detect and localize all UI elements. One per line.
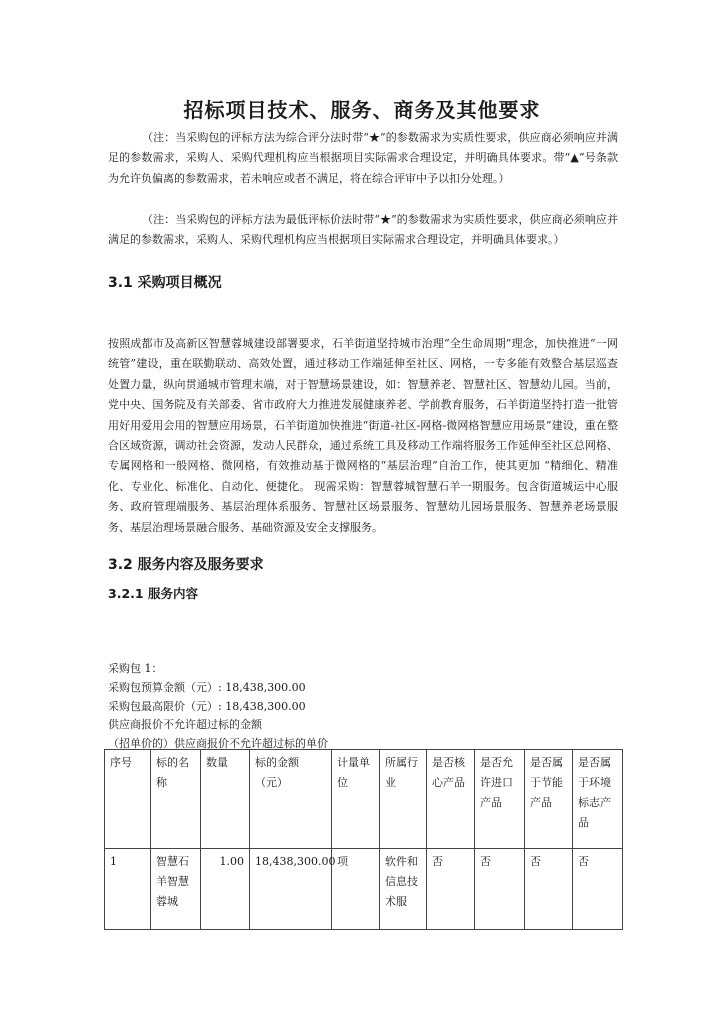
section-3-2-heading: 3.2 服务内容及服务要求 xyxy=(108,557,264,573)
table-cell: 否 xyxy=(427,849,475,930)
table-cell: 项 xyxy=(332,849,380,930)
table-cell: 否 xyxy=(525,849,573,930)
table-header-cell: 计量单位 xyxy=(332,750,380,849)
table-cell: 否 xyxy=(573,849,623,930)
page-title: 招标项目技术、服务、商务及其他要求 xyxy=(183,98,541,122)
package-label: 采购包 1： xyxy=(108,662,163,675)
table-header-cell: 是否属于环境标志产品 xyxy=(573,750,623,849)
note-comprehensive-scoring: （注：当采购包的评标方法为综合评分法时带“★”的参数需求为实质性要求，供应商必须响应并满足的参数需求，采购人、采购代理机构应当根据项目实际需求合理设定，并明确具体要求。带“▲”号条款为允许负偏离的参数需求，若未响应或者不满足，将在综合评审中予以扣分处理。） xyxy=(108,131,618,185)
table-header-row xyxy=(105,750,623,849)
table-header-cell: 是否允许进口产品 xyxy=(475,750,525,849)
table-header-cell: 是否核心产品 xyxy=(427,750,475,849)
package-max-price: 采购包最高限价（元）: 18,438,300.00 xyxy=(108,700,306,713)
section-3-2-1-heading: 3.2.1 服务内容 xyxy=(108,586,198,601)
table-header-cell: 标的金额（元） xyxy=(250,750,332,849)
table-header-cell: 标的名称 xyxy=(151,750,201,849)
procurement-items-table xyxy=(104,749,623,930)
package-note-amount: 供应商报价不允许超过标的金额 xyxy=(108,718,262,731)
table-header-cell: 序号 xyxy=(105,750,151,849)
table-cell: 1 xyxy=(105,849,151,930)
table-header-cell: 是否属于节能产品 xyxy=(525,750,573,849)
table-cell: 1.00 xyxy=(201,849,250,930)
table-cell: 软件和信息技术服 xyxy=(380,849,427,930)
table-cell: 智慧石羊智慧蓉城 xyxy=(151,849,201,930)
table-cell: 18,438,300.00 xyxy=(250,849,332,930)
table-header-cell: 所属行业 xyxy=(380,750,427,849)
package-budget: 采购包预算金额（元）: 18,438,300.00 xyxy=(108,681,306,694)
note-lowest-price: （注：当采购包的评标方法为最低评标价法时带“★”的参数需求为实质性要求，供应商必须响应并满足的参数需求，采购人、采购代理机构应当根据项目实际需求合理设定，并明确具体要求。） xyxy=(108,213,618,247)
table-row xyxy=(105,849,623,930)
section-3-1-heading: 3.1 采购项目概况 xyxy=(108,275,222,291)
table-header-cell: 数量 xyxy=(201,750,250,849)
section-3-1-body: 按照成都市及高新区智慧蓉城建设部署要求，石羊街道坚持城市治理“全生命周期”理念，加快推进“一网统管”建设，重在联勤联动、高效处置，通过移动工作端延伸至社区、网格，一专多能有效整合基层巡查处置力量，纵向贯通城市管理末端，对于智慧场景建设，如：智慧养老、智慧社区、智慧幼儿园。当前，党中央、国务院及有关部委、省市政府大力推进发展健康养老、学前教育服务，石羊街道坚持打造一批管用好用爱用会用的智慧应用场景，石羊街道加快推进“街道-社区-网格-微网格智慧应用场景”建设，重在整合区域资源，调动社会资源，发动人民群众，通过系统工具及移动工作端将服务工作延伸至社区总网格、专属网格和一般网格、微网格，有效推动基于微网格的“基层治理”自治工作，使其更加 “精细化、精准化、专业化、标准化、自动化、便捷化。 现需采购：智慧蓉城智慧石羊一期服务。包含街道城运中心服务、政府管理端服务、基层治理体系服务、智慧社区场景服务、智慧幼儿园场景服务、智慧养老场景服务、基层治理场景融合服务、基础资源及安全支撑服务。 xyxy=(108,337,618,534)
table-cell: 否 xyxy=(475,849,525,930)
package-note-unit-price: （招单价的）供应商报价不允许超过标的单价 xyxy=(108,737,328,750)
